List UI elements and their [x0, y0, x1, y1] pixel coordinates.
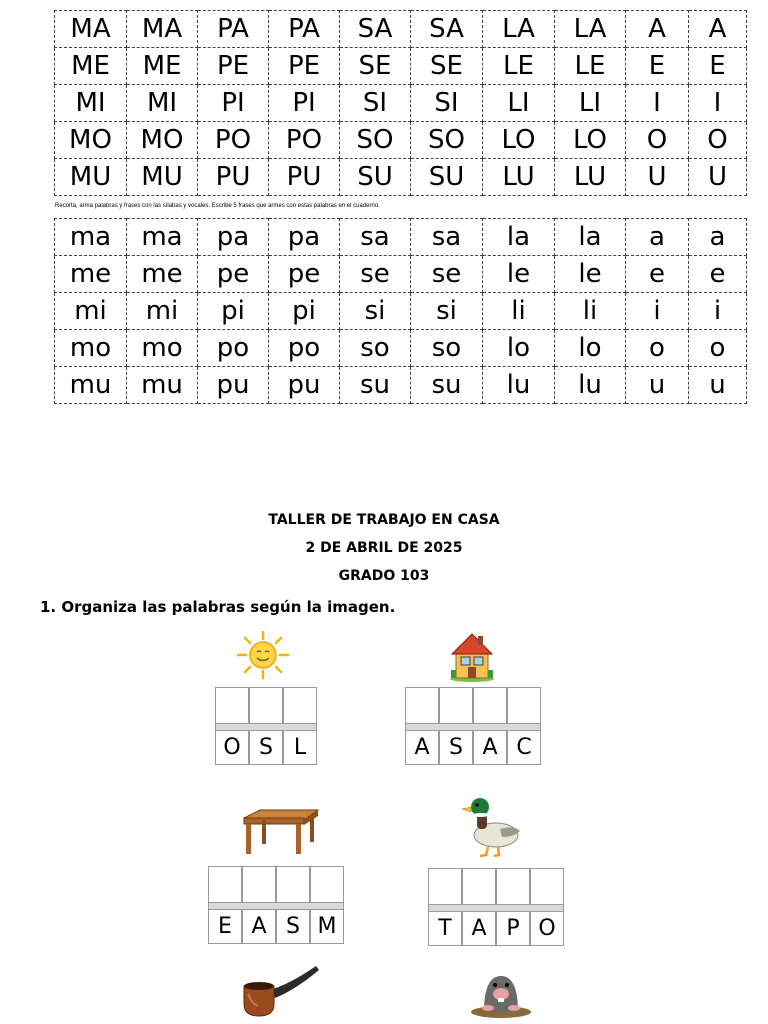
answer-cell[interactable]	[310, 866, 344, 902]
syllable-cell: a	[689, 219, 747, 256]
scrambled-letter: L	[283, 731, 317, 765]
syllable-cell: pe	[269, 256, 340, 293]
cut-instructions: Recorta, arma palabras y frases con las sílabas y vocales. Escribe 5 frases que armes con estas palabras en el cuaderno.	[55, 203, 380, 209]
syllable-cell: LA	[555, 11, 626, 48]
lowercase-syllable-row	[55, 367, 747, 404]
scrambled-letter: P	[496, 912, 530, 946]
word-box-house	[405, 687, 541, 765]
syllable-cell: MO	[55, 122, 127, 159]
syllable-cell: O	[689, 122, 747, 159]
syllable-cell: LE	[555, 48, 626, 85]
scrambled-letter: O	[530, 912, 564, 946]
answer-cell[interactable]	[439, 687, 473, 723]
syllable-cell: SU	[340, 159, 411, 196]
syllable-cell: MA	[55, 11, 127, 48]
syllable-cell: SE	[340, 48, 411, 85]
syllable-cell: su	[340, 367, 411, 404]
answer-cell[interactable]	[283, 687, 317, 723]
syllable-cell: LI	[555, 85, 626, 122]
syllable-cell: MI	[127, 85, 198, 122]
syllable-cell: po	[269, 330, 340, 367]
syllable-cell: u	[626, 367, 689, 404]
syllable-cell: e	[626, 256, 689, 293]
syllable-cell: la	[483, 219, 555, 256]
syllable-cell: SI	[340, 85, 411, 122]
syllable-cell: I	[689, 85, 747, 122]
syllable-cell: PA	[269, 11, 340, 48]
syllable-cell: i	[626, 293, 689, 330]
syllable-cell: LE	[483, 48, 555, 85]
syllable-cell: PA	[198, 11, 269, 48]
answer-cell[interactable]	[462, 868, 496, 904]
syllable-cell: po	[198, 330, 269, 367]
scrambled-letter: A	[242, 910, 276, 944]
syllable-cell: li	[555, 293, 626, 330]
sun-icon	[234, 630, 292, 680]
syllable-cell: i	[689, 293, 747, 330]
answer-cell[interactable]	[215, 687, 249, 723]
syllable-cell: SI	[411, 85, 483, 122]
syllable-cell: U	[626, 159, 689, 196]
scrambled-letter: A	[473, 731, 507, 765]
syllable-cell: a	[626, 219, 689, 256]
scrambled-letter: E	[208, 910, 242, 944]
syllable-cell: PO	[269, 122, 340, 159]
syllable-cell: pu	[198, 367, 269, 404]
syllable-cell: A	[626, 11, 689, 48]
syllable-cell: PU	[269, 159, 340, 196]
word-box-sun	[215, 687, 317, 765]
syllable-cell: si	[340, 293, 411, 330]
uppercase-syllable-row	[55, 122, 747, 159]
syllable-cell: PE	[198, 48, 269, 85]
syllable-cell: ME	[127, 48, 198, 85]
syllable-cell: su	[411, 367, 483, 404]
syllable-cell: SA	[340, 11, 411, 48]
syllable-cell: pa	[269, 219, 340, 256]
syllable-cell: PI	[198, 85, 269, 122]
syllable-cell: lu	[555, 367, 626, 404]
syllable-cell: MO	[127, 122, 198, 159]
syllable-cell: e	[689, 256, 747, 293]
syllable-cell: lo	[483, 330, 555, 367]
house-icon	[448, 630, 496, 682]
syllable-cell: la	[555, 219, 626, 256]
syllable-cell: o	[689, 330, 747, 367]
answer-cell[interactable]	[530, 868, 564, 904]
syllable-cell: MU	[127, 159, 198, 196]
syllable-cell: LO	[483, 122, 555, 159]
syllable-cell: ma	[127, 219, 198, 256]
syllable-cell: PE	[269, 48, 340, 85]
syllable-cell: le	[555, 256, 626, 293]
syllable-cell: pu	[269, 367, 340, 404]
scrambled-letter: O	[215, 731, 249, 765]
word-box-table	[208, 866, 344, 944]
syllable-cell: o	[626, 330, 689, 367]
syllable-cell: li	[483, 293, 555, 330]
syllable-cell: mu	[127, 367, 198, 404]
syllable-cell: pa	[198, 219, 269, 256]
syllable-cell: mo	[55, 330, 127, 367]
scrambled-letter: A	[405, 731, 439, 765]
syllable-cell: lu	[483, 367, 555, 404]
syllable-cell: pe	[198, 256, 269, 293]
syllable-cell: PI	[269, 85, 340, 122]
answer-cell[interactable]	[242, 866, 276, 902]
worksheet-date: 2 DE ABRIL DE 2025	[305, 540, 463, 556]
syllable-cell: mu	[55, 367, 127, 404]
table-icon	[240, 808, 320, 856]
syllable-cell: ma	[55, 219, 127, 256]
answer-cell[interactable]	[473, 687, 507, 723]
uppercase-syllable-row	[55, 11, 747, 48]
syllable-cell: SU	[411, 159, 483, 196]
syllable-cell: U	[689, 159, 747, 196]
lowercase-syllable-row	[55, 293, 747, 330]
syllable-cell: pi	[198, 293, 269, 330]
syllable-cell: A	[689, 11, 747, 48]
syllable-cell: le	[483, 256, 555, 293]
scrambled-letter: T	[428, 912, 462, 946]
syllable-cell: I	[626, 85, 689, 122]
lowercase-syllable-row	[55, 330, 747, 367]
lowercase-syllable-table	[54, 218, 747, 404]
syllable-cell: E	[689, 48, 747, 85]
scrambled-letter: M	[310, 910, 344, 944]
syllable-cell: ME	[55, 48, 127, 85]
scrambled-letter: S	[439, 731, 473, 765]
syllable-cell: me	[127, 256, 198, 293]
uppercase-syllable-table	[54, 10, 747, 196]
answer-cell[interactable]	[276, 866, 310, 902]
syllable-cell: SA	[411, 11, 483, 48]
syllable-cell: LA	[483, 11, 555, 48]
syllable-cell: mi	[55, 293, 127, 330]
syllable-cell: E	[626, 48, 689, 85]
scrambled-letter: S	[276, 910, 310, 944]
syllable-cell: se	[411, 256, 483, 293]
uppercase-syllable-row	[55, 85, 747, 122]
syllable-cell: PO	[198, 122, 269, 159]
pipe-icon	[240, 964, 320, 1018]
syllable-cell: si	[411, 293, 483, 330]
syllable-cell: so	[411, 330, 483, 367]
syllable-cell: sa	[340, 219, 411, 256]
syllable-cell: MU	[55, 159, 127, 196]
syllable-cell: SO	[411, 122, 483, 159]
scrambled-letter: S	[249, 731, 283, 765]
syllable-cell: se	[340, 256, 411, 293]
question-1-text: 1. Organiza las palabras según la imagen.	[40, 598, 396, 616]
scrambled-letter: A	[462, 912, 496, 946]
uppercase-syllable-row	[55, 48, 747, 85]
answer-cell[interactable]	[249, 687, 283, 723]
scrambled-letter: C	[507, 731, 541, 765]
answer-cell[interactable]	[208, 866, 242, 902]
answer-cell[interactable]	[507, 687, 541, 723]
answer-cell[interactable]	[496, 868, 530, 904]
word-box-duck	[428, 868, 564, 946]
syllable-cell: sa	[411, 219, 483, 256]
syllable-cell: mi	[127, 293, 198, 330]
syllable-cell: u	[689, 367, 747, 404]
syllable-cell: LU	[483, 159, 555, 196]
syllable-cell: LI	[483, 85, 555, 122]
syllable-cell: LU	[555, 159, 626, 196]
syllable-cell: MA	[127, 11, 198, 48]
syllable-cell: me	[55, 256, 127, 293]
answer-cell[interactable]	[428, 868, 462, 904]
syllable-cell: MI	[55, 85, 127, 122]
syllable-cell: LO	[555, 122, 626, 159]
uppercase-syllable-row	[55, 159, 747, 196]
mole-icon	[468, 968, 534, 1018]
syllable-cell: PU	[198, 159, 269, 196]
lowercase-syllable-row	[55, 219, 747, 256]
answer-cell[interactable]	[405, 687, 439, 723]
worksheet-title: TALLER DE TRABAJO EN CASA	[268, 512, 500, 528]
syllable-cell: mo	[127, 330, 198, 367]
worksheet-grade: GRADO 103	[338, 568, 430, 584]
duck-icon	[460, 795, 524, 859]
syllable-cell: SO	[340, 122, 411, 159]
syllable-cell: lo	[555, 330, 626, 367]
syllable-cell: so	[340, 330, 411, 367]
syllable-cell: pi	[269, 293, 340, 330]
syllable-cell: O	[626, 122, 689, 159]
lowercase-syllable-row	[55, 256, 747, 293]
syllable-cell: SE	[411, 48, 483, 85]
